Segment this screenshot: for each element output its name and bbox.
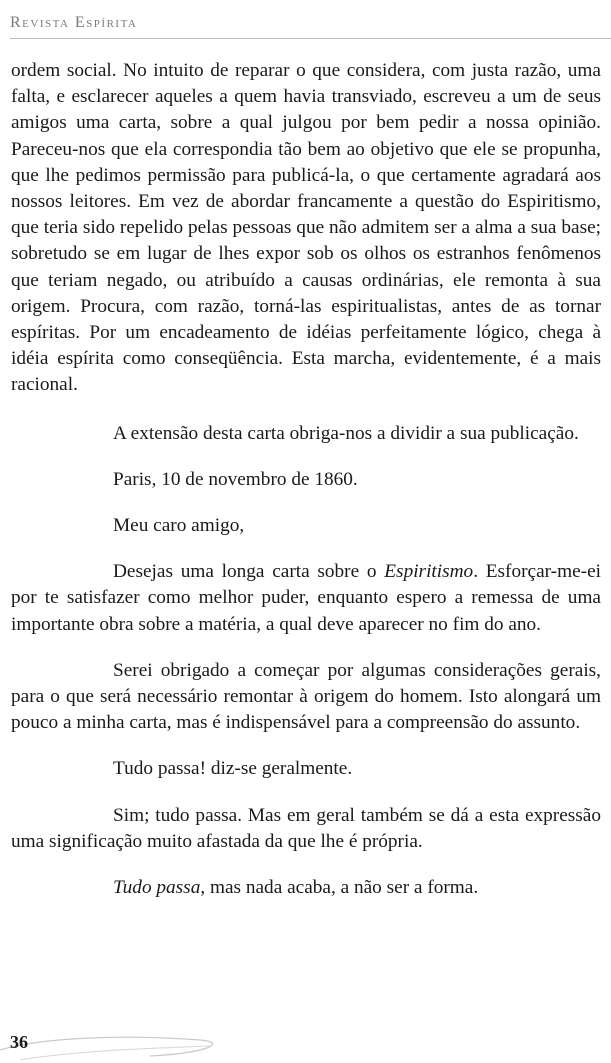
paragraph-9-italic: Tudo passa bbox=[113, 877, 201, 899]
paragraph-1: ordem social. No intuito de reparar o que considera, com justa razão, uma falta, e esclarecer aqueles a quem havia transviado, escreveu a um de seus amigos uma carta, sobre a qual julgou por bem pedir a nossa opinião. Pareceu-nos que ela correspondia tão bem ao objetivo que ele se propunha, que lhe pedimos permissão para publicá-la, o que certamente agradará aos nossos leitores. Em vez de abordar francamente a questão do Espiritismo, que teria sido repelido pelas pessoas que não admitem ser a alma a sua base; sobretudo se em lugar de lhes expor sob os olhos os estranhos fenômenos que teriam negado, ou atribuído a causas ordinárias, ele remonta à sua origem. Procura, com razão, torná-las espiritualistas, antes de as tornar espíritas. Por um encadeamento de idéias perfeitamente lógico, chega à idéia espírita como conseqüência. Esta marcha, evidentemente, é a mais racional. bbox=[11, 60, 601, 396]
paragraph-8: Sim; tudo passa. Mas em geral também se dá a esta expressão uma significação muito afastada da que lhe é própria. bbox=[11, 804, 601, 852]
paragraph-5-text-a: Desejas uma longa carta sobre o bbox=[113, 561, 385, 583]
paragraph-7: Tudo passa! diz-se geralmente. bbox=[113, 758, 353, 780]
letter-salutation: Meu caro amigo, bbox=[113, 515, 245, 537]
paragraph-2: A extensão desta carta obriga-nos a dividir a sua publicação. bbox=[113, 422, 579, 444]
paragraph-9 bbox=[11, 875, 601, 901]
letter-dateline: Paris, 10 de novembro de 1860. bbox=[113, 468, 358, 490]
page-body bbox=[11, 58, 601, 921]
paragraph-5-italic: Espiritismo bbox=[384, 561, 474, 583]
running-head: Revista Espírita bbox=[10, 14, 138, 31]
header-rule bbox=[10, 38, 611, 39]
paragraph-9-text: , mas nada acaba, a não ser a forma. bbox=[200, 877, 479, 899]
decorative-swoosh bbox=[0, 1020, 260, 1063]
page-number: 36 bbox=[10, 1032, 28, 1052]
paragraph-5 bbox=[11, 559, 601, 638]
paragraph-6: Serei obrigado a começar por algumas considerações gerais, para o que será necessário remontar à origem do homem. Isto alongará um pouco a minha carta, mas é indispensável para a compreensão do assunto. bbox=[11, 659, 601, 734]
paragraph-5-text-b: . Esforçar-me-ei por te satisfazer como melhor puder, enquanto espero a remessa de uma importante obra sobre a matéria, a qual deve aparecer no fim do ano. bbox=[11, 561, 601, 635]
